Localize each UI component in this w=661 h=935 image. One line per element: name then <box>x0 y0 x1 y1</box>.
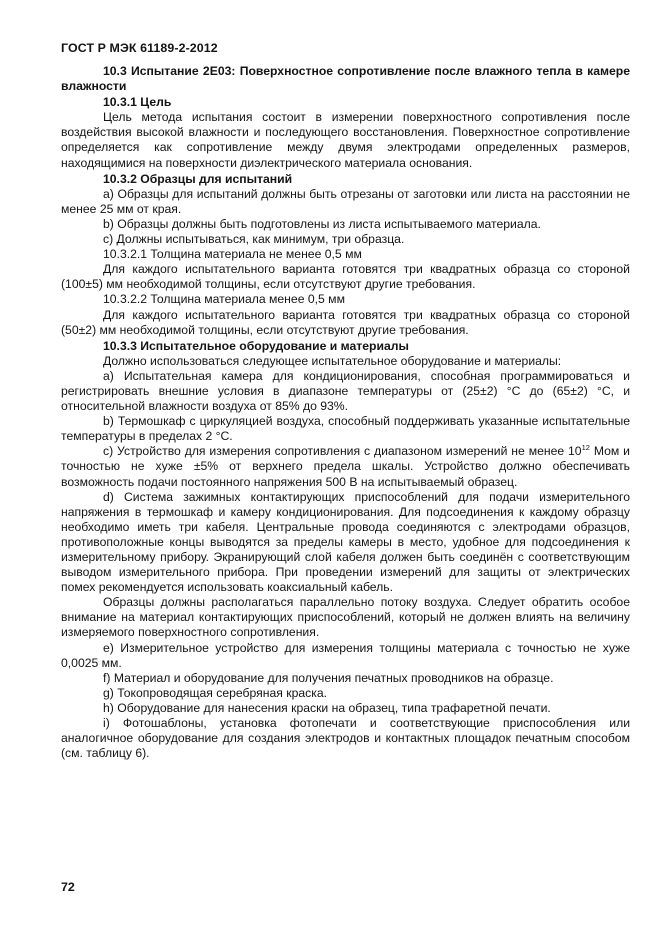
list-item-samples-c: с) Должны испытываться, как минимум, три образца. <box>103 232 405 247</box>
clause-heading-thickness-under: 10.3.2.2 Толщина материала менее 0,5 мм <box>103 292 345 307</box>
list-item-equipment-c-end: Мом и точностью не хуже ±5% от верхнего предела шкалы. Устройство должно обеспечивать возможность подачи постоянного напряжения 500 В на испытываемый образец. <box>61 444 630 489</box>
list-item-equipment-g: g) Токопроводящая серебряная краска. <box>103 685 327 700</box>
subsection-heading-purpose: 10.3.1 Цель <box>103 95 172 110</box>
document-header: ГОСТ Р МЭК 61189-2-2012 <box>61 41 218 55</box>
paragraph-thickness-over: Для каждого испытательного варианта готовятся три квадратных образца со стороной (100±5) мм необходимой толщины, если отсутствуют другие требования. <box>61 262 630 292</box>
clause-heading-thickness-over: 10.3.2.1 Толщина материала не менее 0,5 мм <box>103 247 362 262</box>
exponent: 12 <box>581 443 590 453</box>
list-item-equipment-a: а) Испытательная камера для кондиционирования, способная программироваться и регистрировать внешние условия в диапазоне температуры от (25±2) °С до (65±2) °С, и относительной влажности воздуха от 85% до 93%. <box>61 368 630 414</box>
paragraph-thickness-under: Для каждого испытательного варианта готовятся три квадратных образца со стороной (50±2) мм необходимой толщины, если отсутствуют другие требования. <box>61 307 630 337</box>
page-number: 72 <box>61 880 75 894</box>
list-item-equipment-c-start: с) Устройство для измерения сопротивления с диапазоном измерений не менее 10 <box>103 444 582 459</box>
list-item-equipment-e: е) Измерительное устройство для измерения толщины материала с точностью не хуже 0,0025 мм. <box>61 640 630 670</box>
list-item-equipment-c <box>61 444 630 489</box>
paragraph-purpose: Цель метода испытания состоит в измерении поверхностного сопротивления после воздействия высокой влажности и последующего восстановления. Поверхностное сопротивление определяется как сопротивление между двумя электродами определенных размеров, находящимися на поверхности диэлектрического материала основания. <box>61 110 630 170</box>
list-item-equipment-h: h) Оборудование для нанесения краски на образец, типа трафаретной печати. <box>103 700 551 715</box>
list-item-equipment-b: b) Термошкаф с циркуляцией воздуха, способный поддерживать указанные испытательные температуры в пределах 2 °С. <box>61 414 630 444</box>
list-item-equipment-i: i) Фотошаблоны, установка фотопечати и соответствующие приспособления или аналогичное оборудование для создания электродов и контактных площадок печатным способом (см. таблицу 6). <box>61 716 630 761</box>
subsection-heading-samples: 10.3.2 Образцы для испытаний <box>103 171 293 186</box>
paragraph-equipment-intro: Должно использоваться следующее испытательное оборудование и материалы: <box>103 353 562 368</box>
subsection-heading-equipment: 10.3.3 Испытательное оборудование и материалы <box>103 338 409 353</box>
list-item-samples-a: а) Образцы для испытаний должны быть отрезаны от заготовки или листа на расстоянии не менее 25 мм от края. <box>61 186 630 216</box>
document-body <box>61 64 630 761</box>
list-item-equipment-f: f) Материал и оборудование для получения печатных проводников на образце. <box>103 670 554 685</box>
list-item-equipment-d: d) Система зажимных контактирующих приспособлений для подачи измерительного напряжения в термошкаф и камеру кондиционирования. Для подсоединения к каждому образцу необходимо иметь три кабеля. Центральные провода соединяются с электродами образцов, противоположные концы выводятся за пределы камеры в место, удобное для подсоединения к измерительному прибору. Экранирующий слой кабеля должен быть соединён с соответствующим выводом измерительного прибора. При проведении измерений для защиты от электрических помех рекомендуется использовать коаксиальный кабель. <box>61 489 630 595</box>
paragraph-equipment-note: Образцы должны располагаться параллельно потоку воздуха. Следует обратить особое внимание на материал контактирующих приспособлений, который не должен влиять на величину измеряемого поверхностного сопротивления. <box>61 595 630 640</box>
list-item-samples-b: b) Образцы должны быть подготовлены из листа испытываемого материала. <box>103 216 541 231</box>
section-heading: 10.3 Испытание 2Е03: Поверхностное сопротивление после влажного тепла в камере влажности <box>61 64 630 94</box>
